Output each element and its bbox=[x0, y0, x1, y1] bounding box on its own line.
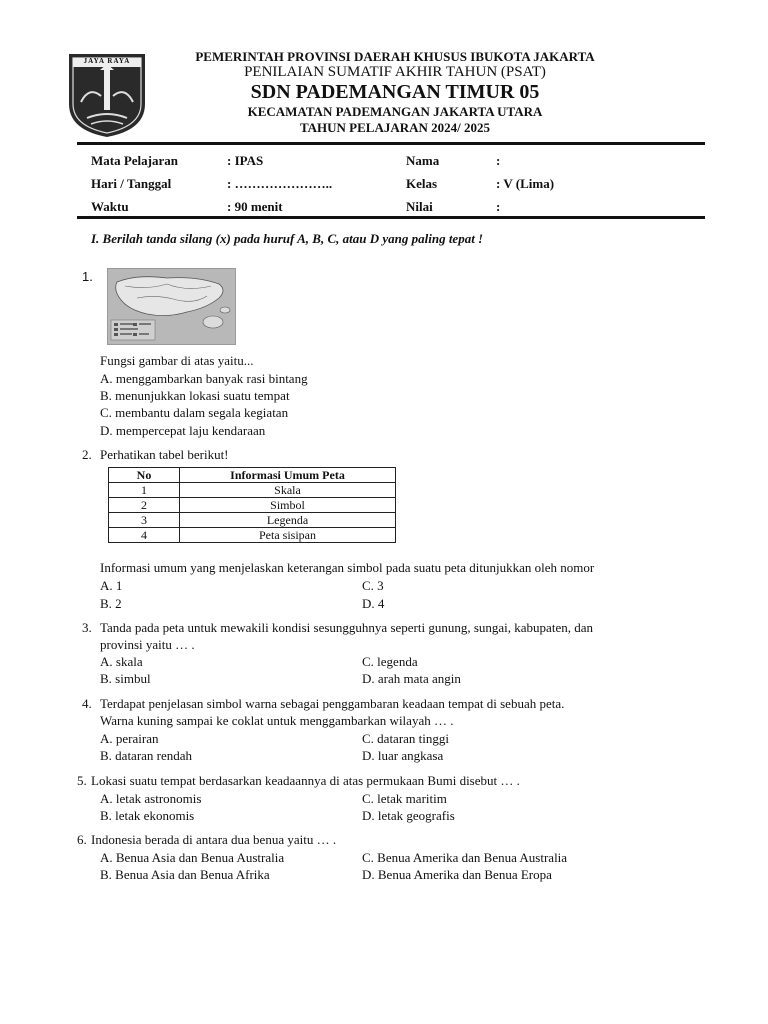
question-3-option-b[interactable]: B. simbul bbox=[100, 671, 151, 686]
table-header-info: Informasi Umum Peta bbox=[180, 468, 396, 483]
header-government: PEMERINTAH PROVINSI DAERAH KHUSUS IBUKOTA JAKARTA bbox=[195, 49, 595, 64]
header-exam-title: PENILAIAN SUMATIF AKHIR TAHUN (PSAT) bbox=[244, 64, 546, 80]
info-label-time: Waktu bbox=[91, 199, 129, 214]
table-cell: 2 bbox=[109, 498, 180, 513]
table-cell: 3 bbox=[109, 513, 180, 528]
info-value-name: : bbox=[496, 153, 501, 168]
question-4-option-b[interactable]: B. dataran rendah bbox=[100, 748, 193, 763]
question-6-number: 6. bbox=[77, 832, 87, 847]
table-header-no: No bbox=[109, 468, 180, 483]
question-5-text: Lokasi suatu tempat berdasarkan keadaannya di atas permukaan Bumi disebut … . bbox=[91, 773, 520, 788]
question-2-option-a[interactable]: A. 1 bbox=[100, 578, 123, 593]
info-label-name: Nama bbox=[406, 153, 440, 168]
table-cell: Peta sisipan bbox=[180, 528, 396, 543]
info-value-time: : 90 menit bbox=[227, 199, 283, 214]
question-1-number: 1. bbox=[82, 269, 93, 284]
question-3-option-c[interactable]: C. legenda bbox=[362, 654, 418, 669]
question-5-option-d[interactable]: D. letak geografis bbox=[362, 808, 455, 823]
question-1-option-a[interactable]: A. menggambarkan banyak rasi bintang bbox=[100, 371, 308, 386]
header-district: KECAMATAN PADEMANGAN JAKARTA UTARA bbox=[247, 104, 543, 119]
question-2-number: 2. bbox=[82, 447, 92, 462]
table-cell: 1 bbox=[109, 483, 180, 498]
question-2-option-b[interactable]: B. 2 bbox=[100, 596, 122, 611]
question-4-text-cont: Warna kuning sampai ke coklat untuk menggambarkan wilayah … . bbox=[100, 713, 454, 728]
table-row bbox=[109, 498, 396, 513]
question-1-option-b[interactable]: B. menunjukkan lokasi suatu tempat bbox=[100, 388, 290, 403]
table-row bbox=[109, 513, 396, 528]
question-4-option-a[interactable]: A. perairan bbox=[100, 731, 159, 746]
question-4-text: Terdapat penjelasan simbol warna sebagai penggambaran keadaan tempat di sebuah peta. bbox=[100, 696, 565, 711]
question-5-option-c[interactable]: C. letak maritim bbox=[362, 791, 447, 806]
school-logo bbox=[67, 52, 147, 138]
table-header-row bbox=[109, 468, 396, 483]
info-label-score: Nilai bbox=[406, 199, 433, 214]
map-info-table bbox=[108, 467, 396, 543]
question-2-option-c[interactable]: C. 3 bbox=[362, 578, 384, 593]
header-rule-top bbox=[77, 142, 705, 145]
question-4-option-d[interactable]: D. luar angkasa bbox=[362, 748, 444, 763]
question-6-option-c[interactable]: C. Benua Amerika dan Benua Australia bbox=[362, 850, 568, 865]
table-cell: Simbol bbox=[180, 498, 396, 513]
question-4-number: 4. bbox=[82, 696, 92, 711]
table-row bbox=[109, 483, 396, 498]
question-2-text-2: Informasi umum yang menjelaskan keterangan simbol pada suatu peta ditunjukkan oleh nomor bbox=[100, 560, 595, 575]
info-label-class: Kelas bbox=[406, 176, 438, 191]
question-6-text: Indonesia berada di antara dua benua yaitu … . bbox=[91, 832, 337, 847]
info-value-score: : bbox=[496, 199, 501, 214]
header-school-year: TAHUN PELAJARAN 2024/ 2025 bbox=[299, 120, 491, 135]
info-label-subject: Mata Pelajaran bbox=[91, 153, 179, 168]
info-label-date: Hari / Tanggal bbox=[91, 176, 172, 191]
question-5-number: 5. bbox=[77, 773, 87, 788]
question-1-text: Fungsi gambar di atas yaitu... bbox=[100, 353, 254, 368]
map-image bbox=[107, 268, 236, 345]
question-2-option-d[interactable]: D. 4 bbox=[362, 596, 385, 611]
question-3-option-d[interactable]: D. arah mata angin bbox=[362, 671, 461, 686]
question-4-option-c[interactable]: C. dataran tinggi bbox=[362, 731, 450, 746]
header-rule-bottom bbox=[77, 216, 705, 219]
question-2-text: Perhatikan tabel berikut! bbox=[100, 447, 229, 462]
info-value-class: : V (Lima) bbox=[496, 176, 555, 191]
table-row bbox=[109, 528, 396, 543]
info-value-date: : ………………….. bbox=[227, 176, 333, 191]
question-6-option-b[interactable]: B. Benua Asia dan Benua Afrika bbox=[100, 867, 270, 882]
header-school-name: SDN PADEMANGAN TIMUR 05 bbox=[250, 81, 540, 103]
question-3-number: 3. bbox=[82, 620, 92, 635]
question-1-option-c[interactable]: C. membantu dalam segala kegiatan bbox=[100, 405, 289, 420]
table-cell: Legenda bbox=[180, 513, 396, 528]
question-3-text-cont: provinsi yaitu … . bbox=[100, 637, 195, 652]
logo-text: JAYA RAYA bbox=[83, 57, 131, 65]
table-cell: Skala bbox=[180, 483, 396, 498]
info-value-subject: : IPAS bbox=[227, 153, 264, 168]
question-1-option-d[interactable]: D. mempercepat laju kendaraan bbox=[100, 423, 266, 438]
instruction: I. Berilah tanda silang (x) pada huruf A, B, C, atau D yang paling tepat ! bbox=[91, 231, 484, 246]
question-5-option-a[interactable]: A. letak astronomis bbox=[100, 791, 202, 806]
question-6-option-a[interactable]: A. Benua Asia dan Benua Australia bbox=[100, 850, 285, 865]
question-6-option-d[interactable]: D. Benua Amerika dan Benua Eropa bbox=[362, 867, 552, 882]
question-3-text: Tanda pada peta untuk mewakili kondisi sesungguhnya seperti gunung, sungai, kabupaten, dan bbox=[100, 620, 593, 635]
table-cell: 4 bbox=[109, 528, 180, 543]
question-5-option-b[interactable]: B. letak ekonomis bbox=[100, 808, 195, 823]
question-3-option-a[interactable]: A. skala bbox=[100, 654, 143, 669]
